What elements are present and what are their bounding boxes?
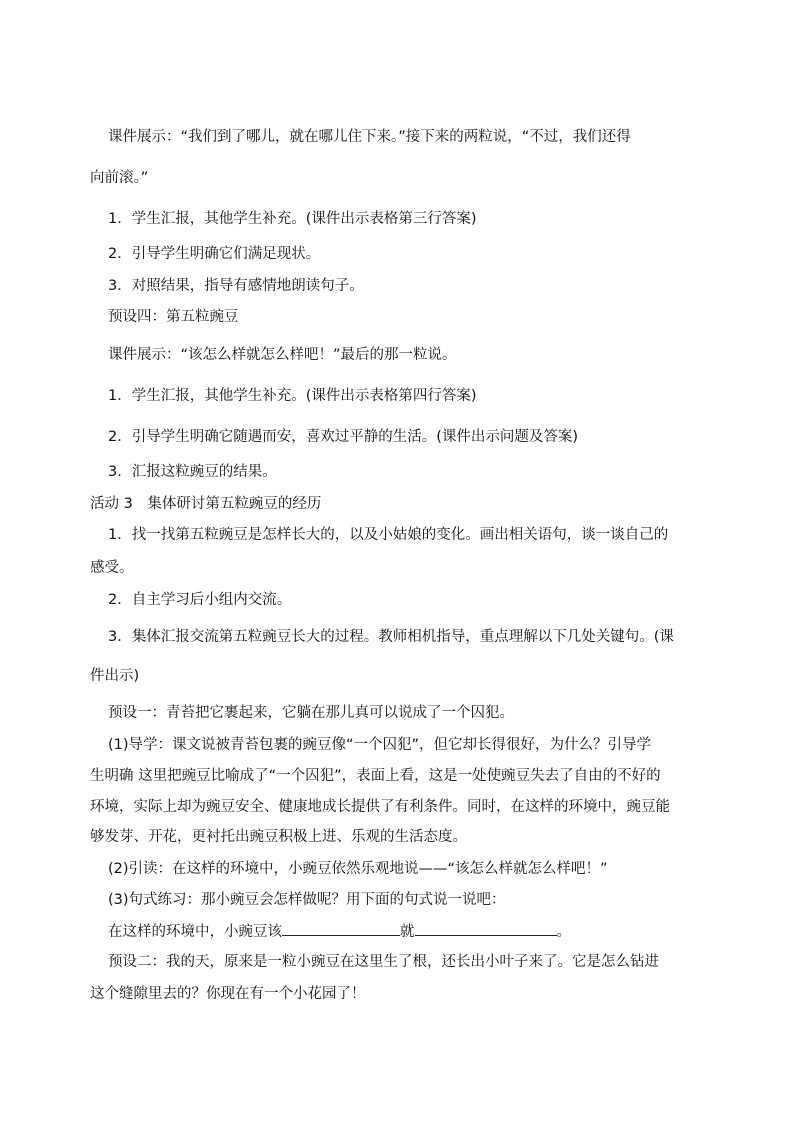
section-heading: 活动 3 集体研讨第五粒豌豆的经历 [90, 496, 322, 512]
paragraph-line: 这个缝隙里去的？你现在有一个小花园了！ [90, 986, 366, 1002]
paragraph-line: (1)导学：课文说被青苔包裹的豌豆像“一个囚犯”，但它却长得很好，为什么？引导学 [108, 737, 652, 753]
paragraph-line: 2．引导学生明确它们满足现状。 [108, 246, 321, 262]
paragraph-line: (2)引读：在这样的环境中，小豌豆依然乐观地说——“该怎么样就怎么样吧！” [108, 861, 608, 877]
paragraph-line: 环境，实际上却为豌豆安全、健康地成长提供了有利条件。同时，在这样的环境中，豌豆能 [90, 799, 670, 815]
paragraph-line: 1．学生汇报，其他学生补充。(课件出示表格第四行答案) [108, 388, 477, 404]
fill-in-sentence [108, 921, 571, 942]
paragraph-line: 3．汇报这粒豌豆的结果。 [108, 464, 277, 480]
sentence-prefix: 在这样的环境中，小豌豆该 [108, 924, 282, 940]
paragraph-line: 课件展示：“该怎么样就怎么样吧！”最后的那一粒说。 [108, 347, 457, 363]
paragraph-line: 1．学生汇报，其他学生补充。(课件出示表格第三行答案) [108, 211, 477, 227]
paragraph-line: 向前滚。” [90, 170, 149, 186]
sentence-middle: 就 [400, 924, 415, 940]
section-heading: 预设四：第五粒豌豆 [108, 309, 239, 325]
paragraph-line: 感受。 [90, 560, 134, 576]
paragraph-line: 件出示) [90, 668, 140, 684]
paragraph-line: 课件展示：“我们到了哪儿，就在哪儿住下来。”接下来的两粒说，“不过，我们还得 [108, 129, 631, 145]
fill-blank[interactable] [415, 921, 557, 936]
paragraph-line: 3．集体汇报交流第五粒豌豆长大的过程。教师相机指导，重点理解以下几处关键句。(课 [108, 629, 674, 645]
sentence-end: 。 [556, 924, 571, 940]
paragraph-line: 2．引导学生明确它随遇而安，喜欢过平静的生活。(课件出示问题及答案) [108, 429, 579, 445]
paragraph-line: 1．找一找第五粒豌豆是怎样长大的，以及小姑娘的变化。画出相关语句，谈一谈自己的 [108, 527, 669, 543]
paragraph-line: 够发芽、开花，更衬托出豌豆积极上进、乐观的生活态度。 [90, 829, 467, 845]
fill-blank[interactable] [282, 921, 400, 936]
paragraph-line: 生明确 这里把豌豆比喻成了“一个囚犯”，表面上看，这是一处使豌豆失去了自由的不好的 [90, 768, 661, 784]
paragraph-line: 2．自主学习后小组内交流。 [108, 592, 292, 608]
section-heading: 预设二：我的天，原来是一粒小豌豆在这里生了根，还长出小叶子来了。它是怎么钻进 [108, 954, 659, 970]
paragraph-line: (3)句式练习：那小豌豆会怎样做呢？用下面的句式说一说吧： [108, 892, 506, 908]
paragraph-line: 3．对照结果，指导有感情地朗读句子。 [108, 278, 364, 294]
section-heading: 预设一：青苔把它裹起来，它躺在那儿真可以说成了一个囚犯。 [108, 705, 514, 721]
